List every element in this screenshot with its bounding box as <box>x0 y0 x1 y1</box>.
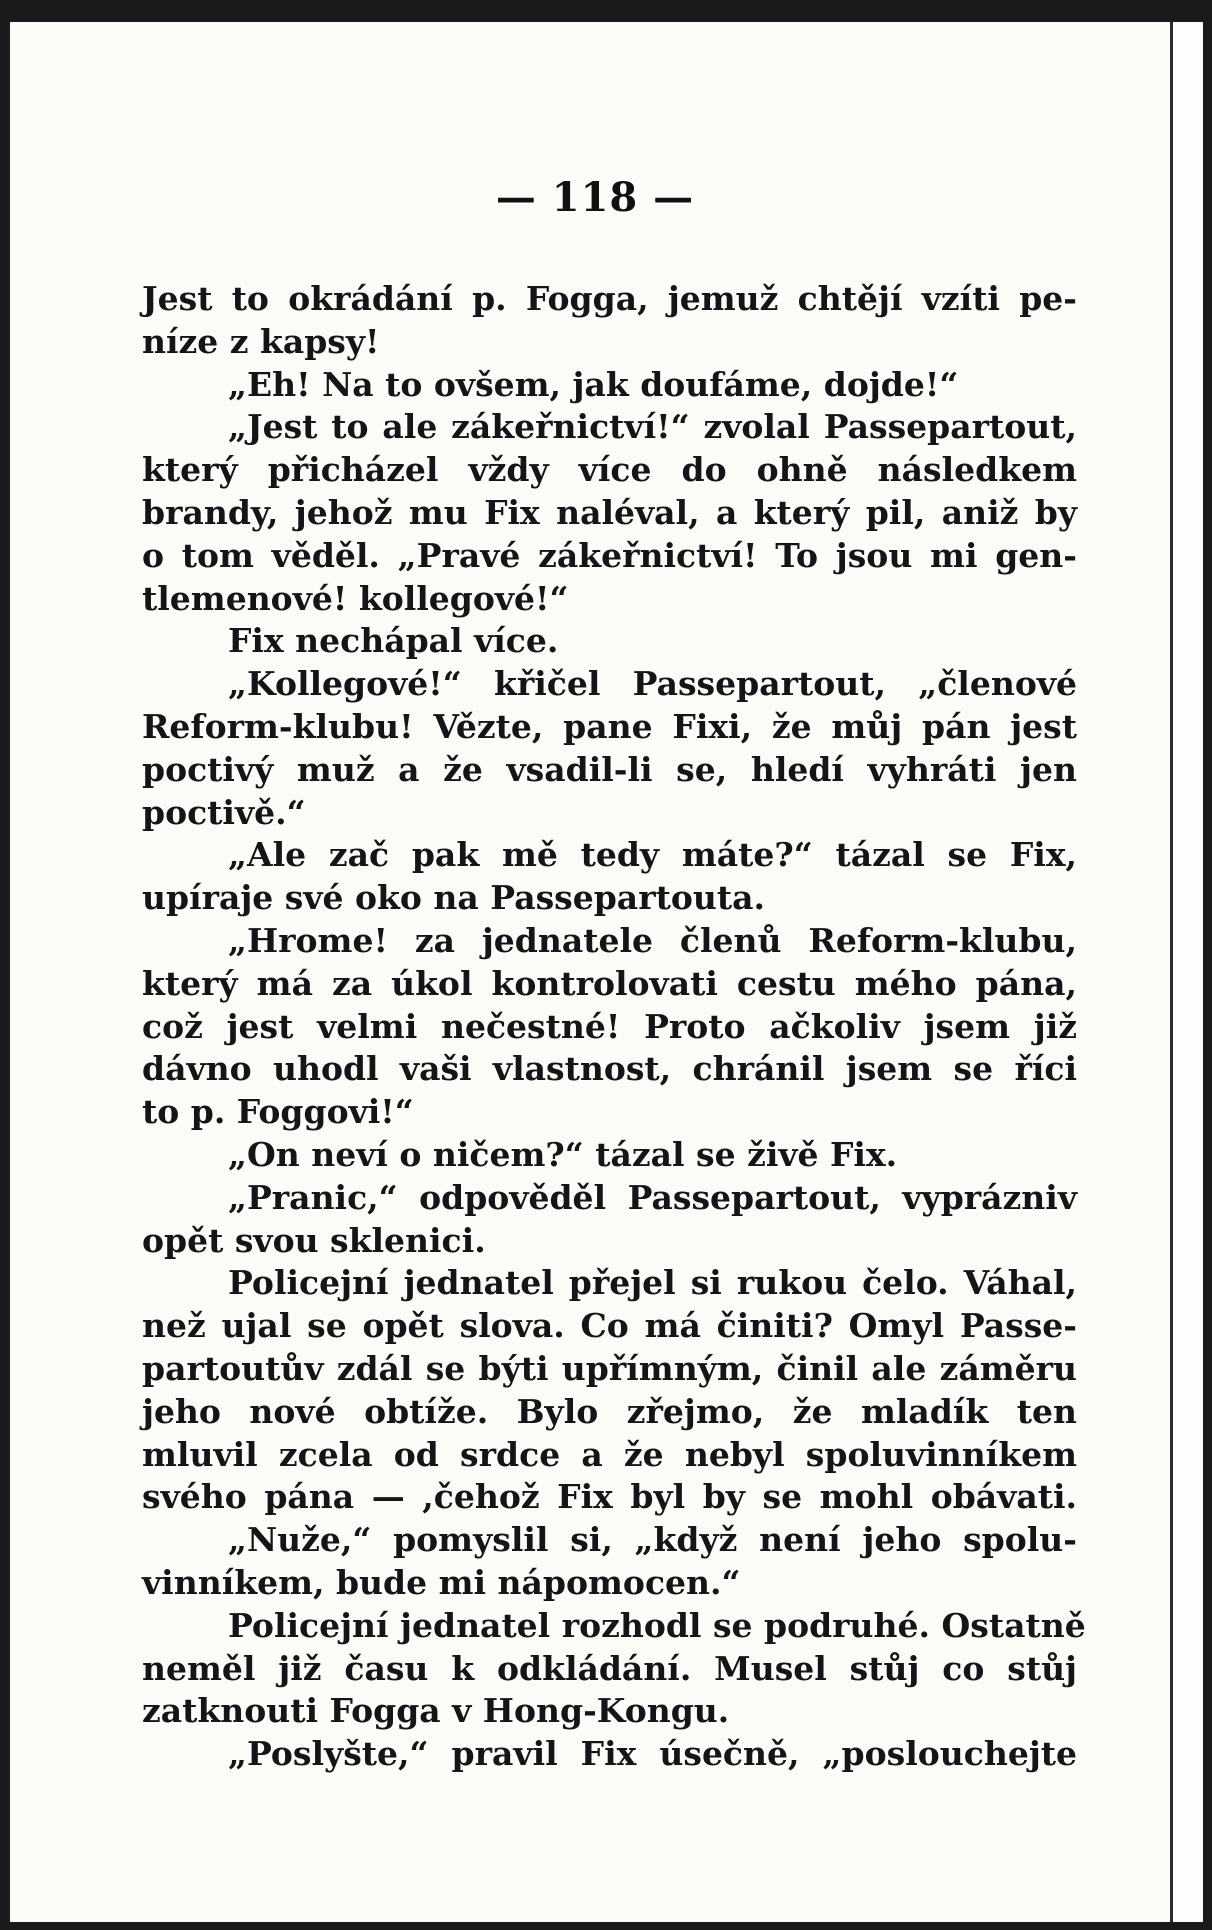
text-line: svého pána — ,čehož Fix byl by se mohl obávati. <box>142 1477 1077 1517</box>
text-line: „Jest to ale zákeřnictví!“ zvolal Passepartout, <box>228 407 1077 447</box>
text-line: níze z kapsy! <box>142 321 380 361</box>
text-line: brandy, jehož mu Fix naléval, a který pil, aniž by <box>142 492 1077 532</box>
text-line: mluvil zcela od srdce a že nebyl spoluvinníkem <box>142 1434 1077 1474</box>
page-number: — 118 — <box>495 174 695 221</box>
text-line: vinníkem, bude mi nápomocen.“ <box>142 1562 741 1602</box>
text-line: „Kollegové!“ křičel Passepartout, „členové <box>228 664 1077 704</box>
text-line: „Hrome! za jednatele členů Reform-klubu, <box>228 920 1077 960</box>
text-line: to p. Foggovi!“ <box>142 1092 414 1132</box>
book-page <box>10 22 1170 1922</box>
text-line: neměl již času k odkládání. Musel stůj co stůj <box>142 1648 1077 1688</box>
text-line: Jest to okrádání p. Fogga, jemuž chtějí vzíti pe- <box>142 279 1077 318</box>
text-line: Policejní jednatel rozhodl se podruhé. Ostatně <box>228 1605 1086 1645</box>
text-line: „Nuže,“ pomyslil si, „když není jeho spolu- <box>228 1520 1077 1560</box>
text-line: který přicházel vždy více do ohně následkem <box>142 450 1077 490</box>
text-line: než ujal se opět slova. Co má činiti? Omyl Passe- <box>142 1306 1077 1346</box>
text-line: opět svou sklenici. <box>142 1220 486 1260</box>
text-line: „On neví o ničem?“ tázal se živě Fix. <box>228 1134 898 1174</box>
adjacent-page-edge <box>1170 22 1203 1922</box>
text-line: „Eh! Na to ovšem, jak doufáme, dojde!“ <box>228 364 959 404</box>
text-line: upíraje své oko na Passepartouta. <box>142 878 765 918</box>
text-line: „Pranic,“ odpověděl Passepartout, vyprázniv <box>228 1177 1077 1217</box>
text-line: partoutův zdál se býti upřímným, činil ale záměru <box>142 1348 1077 1388</box>
text-line: který má za úkol kontrolovati cestu mého pána, <box>142 963 1077 1003</box>
text-line: Reform-klubu! Vězte, pane Fixi, že můj pán jest <box>142 706 1077 746</box>
body-text <box>142 278 1086 1776</box>
text-line: „Ale zač pak mě tedy máte?“ tázal se Fix, <box>228 835 1077 875</box>
text-line: dávno uhodl vaši vlastnost, chránil jsem se říci <box>142 1049 1077 1089</box>
text-line: poctivý muž a že vsadil-li se, hledí vyhráti jen <box>142 749 1077 789</box>
text-line: tlemenové! kollegové!“ <box>142 578 569 618</box>
text-line: Policejní jednatel přejel si rukou čelo. Váhal, <box>228 1263 1077 1303</box>
text-line: poctivě.“ <box>142 792 306 832</box>
text-line: Fix nechápal více. <box>228 621 559 661</box>
text-line: což jest velmi nečestné! Proto ačkoliv jsem již <box>142 1006 1077 1046</box>
text-line: „Poslyšte,“ pravil Fix úsečně, „poslouchejte <box>228 1734 1077 1774</box>
text-line: o tom věděl. „Pravé zákeřnictví! To jsou mi gen- <box>142 535 1077 575</box>
text-line: zatknouti Fogga v Hong-Kongu. <box>142 1691 730 1731</box>
text-line: jeho nové obtíže. Bylo zřejmo, že mladík ten <box>142 1391 1077 1431</box>
